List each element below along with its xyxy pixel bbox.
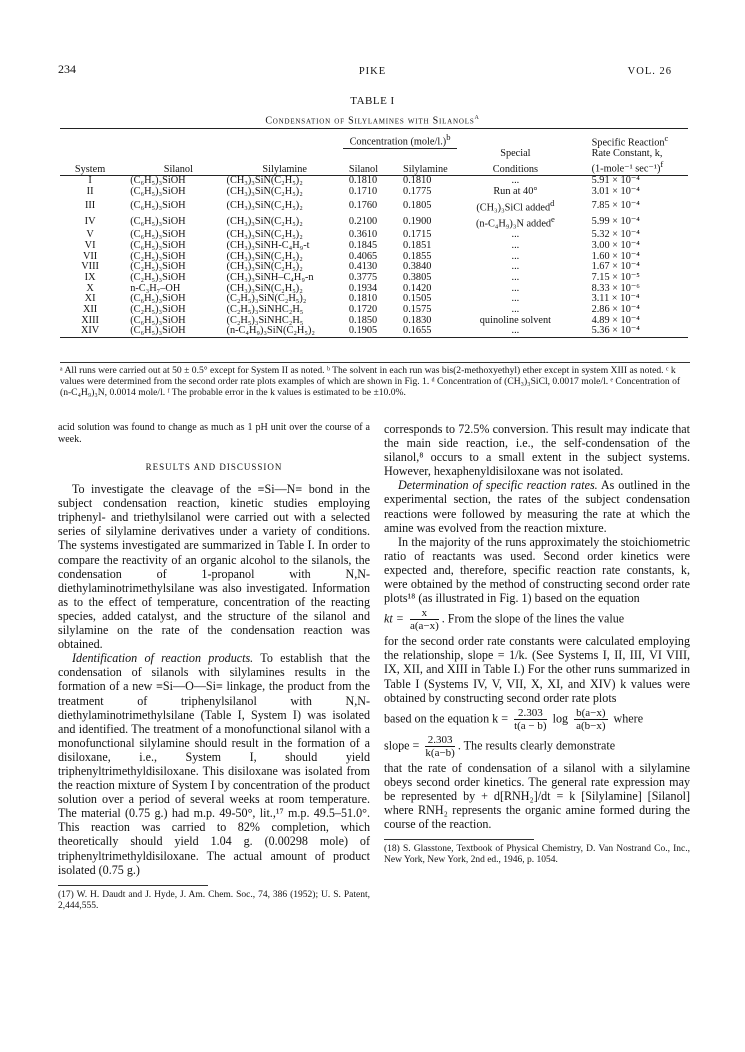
silylamine-cell: (CH₃)₃SiN(C₂H₅)₂ [226, 199, 303, 211]
right-column [384, 422, 690, 866]
paragraph-rates: Determination of specific reaction rates. As outlined in the experimental section, the rates of the subject condensation reactions were followed by measuring the rate at which the amine was evolved from the reaction mixture. [384, 478, 690, 535]
conditions-cell: ... [511, 325, 520, 337]
rate-cell: 1.60 × 10⁻⁴ [591, 250, 640, 262]
paragraph-continued: acid solution was found to change as much as 1 pH unit over the course of a week. [58, 422, 370, 445]
silylamine-cell: (CH₃)₃SiN(C₂H₅)₂ [226, 282, 303, 294]
silylamine-cell: (CH₃)₃SiN(C₂H₅)₂ [226, 215, 303, 227]
rate-header-1: Specific Reaction$^c$ [591, 132, 669, 148]
conditions-cell: (n-C₄H₉)₃N added$^e$ [475, 213, 555, 230]
conc-silanol-cell: 0.1760 [348, 199, 378, 211]
paragraph-conclusion: that the rate of condensation of a silanol with a silylamine obeys second order kinetics. The general rate expression may be represented by + d[RNH₂]/dt = k [Silylamine] [Silanol] where RNH₂ represents the organic amine formed during the course of the reaction. [384, 760, 690, 832]
conc-silylamine-cell: 0.1715 [403, 229, 432, 241]
rate-cell: 2.86 × 10⁻⁴ [591, 304, 640, 316]
volume-label: VOL. 26 [627, 66, 672, 77]
silanol-cell: (C₆H₅)₃SiOH [130, 293, 186, 305]
silylamine-cell: (n-C₄H₉)₃SiN(C₂H₅)₂ [226, 325, 315, 337]
results-table [60, 128, 688, 338]
table-row [60, 214, 688, 230]
rate-cell: 5.32 × 10⁻⁴ [591, 229, 640, 241]
conc-silanol-cell: 0.2100 [348, 215, 378, 227]
conc-silanol-cell: 0.3775 [348, 271, 378, 283]
conc-silylamine-cell: 0.1855 [403, 250, 432, 262]
silylamine-header: Silylamine [262, 163, 307, 175]
rate-cell: 7.85 × 10⁻⁴ [591, 199, 640, 211]
system-cell: VII [82, 250, 98, 262]
silanol-cell: (C₂H₅)₃SiOH [130, 261, 186, 273]
paragraph-slope: for the second order rate constants were calculated employing the relationship, slope = 1/k. (See Systems I, II, III, VI VIII, IX, XII, and XIII in Table I.) For the other runs summarized in Table I (Systems IV, V, VII, X, XI, and XIV) k values were obtained by constructing second order rate plots [384, 634, 690, 705]
silanol-cell: (C₆H₅)₃SiOH [130, 314, 186, 326]
silylamine-cell: (CH₃)₃SiN(C₂H₅)₂ [226, 261, 303, 273]
system-cell: IX [84, 271, 96, 283]
conc-silanol-cell: 0.4130 [348, 261, 378, 273]
conc-silanol-cell: 0.1905 [348, 325, 378, 337]
silylamine-cell: (CH₃)₃SiNH–C₄H₉-n [226, 271, 314, 283]
special-header: Special [500, 147, 531, 159]
rate-header-2: Rate Constant, k, [591, 147, 663, 159]
conditions-cell: ... [511, 250, 520, 262]
paragraph-intro: To investigate the cleavage of the ≡Si—N≡ bond in the subject condensation reaction, kinetic studies employing triphenyl- and triethylsilanol were carried out with a selected series of silylamine derivatives under a variety of conditions. The systems investigated are summarized in Table I. In order to compare the reactivity of an organic alcohol to the silanols, the condensation of 1-propanol with N,N-diethylaminotrimethylsilane was also investigated. Information as to the effect of temperature, concentration of the reacting species, added catalyst, and the structure of the silanol and silylamine on the rate of the condensation reaction was obtained. [58, 482, 370, 652]
table-caption: Condensation of Silylamines with Silanols$^a$ [265, 112, 480, 127]
table-footnote: ᵃ All runs were carried out at 50 ± 0.5° except for System II as noted. ᵇ The solvent in each run was bis(2-methoxyethyl) ether except in system XIII as noted. ᶜ k values were determined from the second order rate plots examples of which are shown in Fig. 1. ᵈ Concentration of (CH₃)₃SiCl, 0.0017 mole/l. ᵉ Concentration of (n-C₄H₉)₃N, 0.0014 mole/l. ᶠ The probable error in the k values is estimated to be ±10.0%. [60, 365, 681, 398]
system-header: System [74, 163, 106, 175]
system-cell: I [88, 175, 92, 187]
conc-silanol-cell: 0.1810 [348, 293, 378, 305]
conc-silylamine-cell: 0.3840 [403, 261, 432, 273]
conc-silanol-cell: 0.1845 [348, 239, 378, 251]
system-cell: III [84, 199, 96, 211]
conc-silylamine-cell: 0.1851 [403, 239, 432, 251]
footnote-divider [58, 885, 208, 886]
footnote-18: (18) S. Glasstone, Textbook of Physical Chemistry, D. Van Nostrand Co., Inc., New York, New York, 2nd ed., 1946, p. 1054. [384, 844, 690, 866]
rate-cell: 3.01 × 10⁻⁴ [591, 186, 640, 198]
conditions-cell: ... [511, 239, 520, 251]
rate-cell: 3.11 × 10⁻⁴ [591, 293, 640, 305]
silylamine-cell: (CH₃)₃SiN(C₂H₅)₂ [226, 186, 303, 198]
silanol-cell: (C₆H₅)₃SiOH [130, 239, 186, 251]
table-row [60, 326, 688, 337]
silanol-cell: (C₆H₅)₃SiOH [130, 175, 186, 187]
rate-cell: 5.99 × 10⁻⁴ [591, 215, 640, 227]
system-cell: XIII [81, 314, 99, 326]
page-number: 234 [58, 62, 76, 76]
left-column [58, 422, 370, 912]
conditions-cell: ... [511, 293, 520, 305]
conditions-cell: ... [511, 304, 520, 316]
conc-silylamine-cell: 0.1420 [403, 282, 432, 294]
silylamine-cell: (C₂H₅)₃SiN(C₂H₅)₂ [226, 293, 307, 305]
system-cell: V [86, 229, 94, 241]
rate-cell: 5.91 × 10⁻⁴ [591, 175, 640, 187]
silanol-cell: n-C₃H₇–OH [130, 282, 181, 294]
silylamine-cell: (CH₃)₃SiN(C₂H₅)₂ [226, 229, 303, 241]
conc-silylamine-cell: 0.1805 [403, 199, 432, 211]
conc-silanol-cell: 0.1934 [348, 282, 378, 294]
conc-silylamine-cell: 0.1505 [403, 293, 432, 305]
silanol-header: Silanol [163, 163, 193, 175]
conc-silanol-cell: 0.1710 [348, 186, 378, 198]
conc-silylamine-cell: 0.3805 [403, 271, 432, 283]
system-cell: XI [84, 293, 96, 305]
conc-silanol-cell: 0.1850 [348, 314, 378, 326]
rate-header-3: (1-mole⁻¹ sec⁻¹)$^f$ [591, 159, 664, 175]
paragraph-conversion: corresponds to 72.5% conversion. This result may indicate that the main side reaction, i.e., the self-condensation of the silanol,⁸ occurs to a small extent in the subject systems. However, hexaphenyldisiloxane was not isolated. [384, 422, 690, 479]
conditions-header: Conditions [492, 163, 538, 175]
system-cell: VIII [81, 261, 99, 273]
silylamine-cell: (C₂H₅)₃SiNHC₂H₅ [226, 314, 304, 326]
table-row [60, 187, 688, 198]
paragraph-identification: Identification of reaction products. To establish that the condensation of silanols with silylamines results in the formation of a new ≡Si—O—Si≡ linkage, the product from the treatment of triphenylsilanol with N,N-diethylaminotrimethylsilane (Table I, System I) was isolated and identified. The treatment of a monofunctional silanol with a monofunctional silylamine should result in the formation of a disiloxane, i.e., System I, should yield triphenyltrimethyldisiloxane. This disiloxane was isolated from the reaction mixture of System I by concentration of the product solution over a period of several weeks at room temperature. The material (0.75 g.) had m.p. 49-50°, lit.,¹⁷ m.p. 49.5–51.0°. This reaction was carried to 82% completion, which theoretically should yield 1.04 g. (0.00298 mole) of triphenyltrimethyldisiloxane. The actual amount of product isolated (0.75 g.) [58, 651, 370, 877]
paragraph-kinetics: In the majority of the runs approximately the stoichiometric ratio of reactants was used. Second order kinetics were expected and, therefore, specific reaction rate constants, k, were obtained by the method of constructing second order rate plots¹⁸ (as illustrated in Fig. 1) based on the equation [384, 534, 690, 606]
conc-silanol-cell: 0.1810 [348, 175, 378, 187]
running-head: PIKE [358, 66, 387, 77]
silanol-cell: (C₆H₅)₃SiOH [130, 186, 186, 198]
conc-silylamine-cell: 0.1810 [403, 175, 432, 187]
conditions-cell: quinoline solvent [479, 314, 551, 326]
conc-silanol-cell: 0.4065 [348, 250, 378, 262]
system-cell: VI [84, 239, 96, 251]
concentration-header: Concentration (mole/l.)$^b$ [343, 129, 457, 149]
equation-1: kt = $\frac{x}{a(a-x)}$ . From the slope of the lines the value [384, 607, 625, 633]
rate-cell: 7.15 × 10⁻⁵ [591, 271, 640, 283]
conc-silylamine-header: Silylamine [403, 163, 448, 175]
system-cell: XII [82, 304, 98, 316]
conc-silylamine-cell: 0.1575 [403, 304, 432, 316]
silanol-cell: (C₂H₅)₃SiOH [130, 271, 186, 283]
conditions-cell: ... [511, 282, 520, 294]
system-cell: XIV [80, 325, 100, 337]
conditions-cell: Run at 40° [493, 186, 538, 198]
silylamine-cell: (CH₃)₃SiN(C₂H₅)₂ [226, 250, 303, 262]
system-cell: IV [84, 215, 96, 227]
section-heading: RESULTS AND DISCUSSION [145, 462, 283, 472]
conditions-cell: ... [511, 271, 520, 283]
silylamine-cell: (C₂H₅)₃SiNHC₂H₅ [226, 304, 304, 316]
conc-silylamine-cell: 0.1655 [403, 325, 432, 337]
footnote-rule [60, 362, 690, 363]
footnote-17: (17) W. H. Daudt and J. Hyde, J. Am. Chem. Soc., 74, 386 (1952); U. S. Patent, 2,444,555. [58, 889, 370, 911]
system-cell: II [86, 186, 94, 198]
silanol-cell: (C₆H₅)₃SiOH [130, 199, 186, 211]
rate-cell: 1.67 × 10⁻⁴ [591, 261, 640, 273]
system-cell: X [86, 282, 94, 294]
conc-silanol-header: Silanol [348, 163, 379, 175]
conc-silanol-cell: 0.1720 [348, 304, 378, 316]
equation-2: based on the equation k = $\frac{2.303}{t(a - b)}$ log $\frac{b(a-x)}{a(b-x)}$ where [384, 706, 644, 732]
rate-cell: 3.00 × 10⁻⁴ [591, 239, 640, 251]
silanol-cell: (C₂H₅)₃SiOH [130, 304, 186, 316]
silylamine-cell: (CH₃)₃SiN(C₂H₅)₂ [226, 175, 303, 187]
silylamine-cell: (CH₃)₃SiNH-C₄H₉-t [226, 239, 310, 251]
conditions-cell: ... [511, 229, 520, 241]
rate-cell: 4.89 × 10⁻⁴ [591, 314, 640, 326]
footnote-divider-right [384, 839, 534, 840]
silanol-cell: (C₂H₅)₃SiOH [130, 250, 186, 262]
conditions-cell: (CH₃)₃SiCl added$^d$ [476, 197, 555, 214]
equation-3: slope = $\frac{2.303}{k(a-b)}$ . The results clearly demonstrate [384, 733, 616, 759]
table-title: TABLE I [350, 95, 395, 107]
silanol-cell: (C₆H₅)₃SiOH [130, 229, 186, 241]
conc-silylamine-cell: 0.1775 [403, 186, 432, 198]
table-row [60, 198, 688, 214]
conditions-cell: ... [511, 175, 520, 187]
conc-silylamine-cell: 0.1830 [403, 314, 432, 326]
conc-silanol-cell: 0.3610 [348, 229, 378, 241]
rate-cell: 8.33 × 10⁻⁶ [591, 282, 640, 294]
conditions-cell: ... [511, 261, 520, 273]
silanol-cell: (C₆H₅)₃SiOH [130, 215, 186, 227]
silanol-cell: (C₆H₅)₃SiOH [130, 325, 186, 337]
conc-silylamine-cell: 0.1900 [403, 215, 432, 227]
rate-cell: 5.36 × 10⁻⁴ [591, 325, 640, 337]
